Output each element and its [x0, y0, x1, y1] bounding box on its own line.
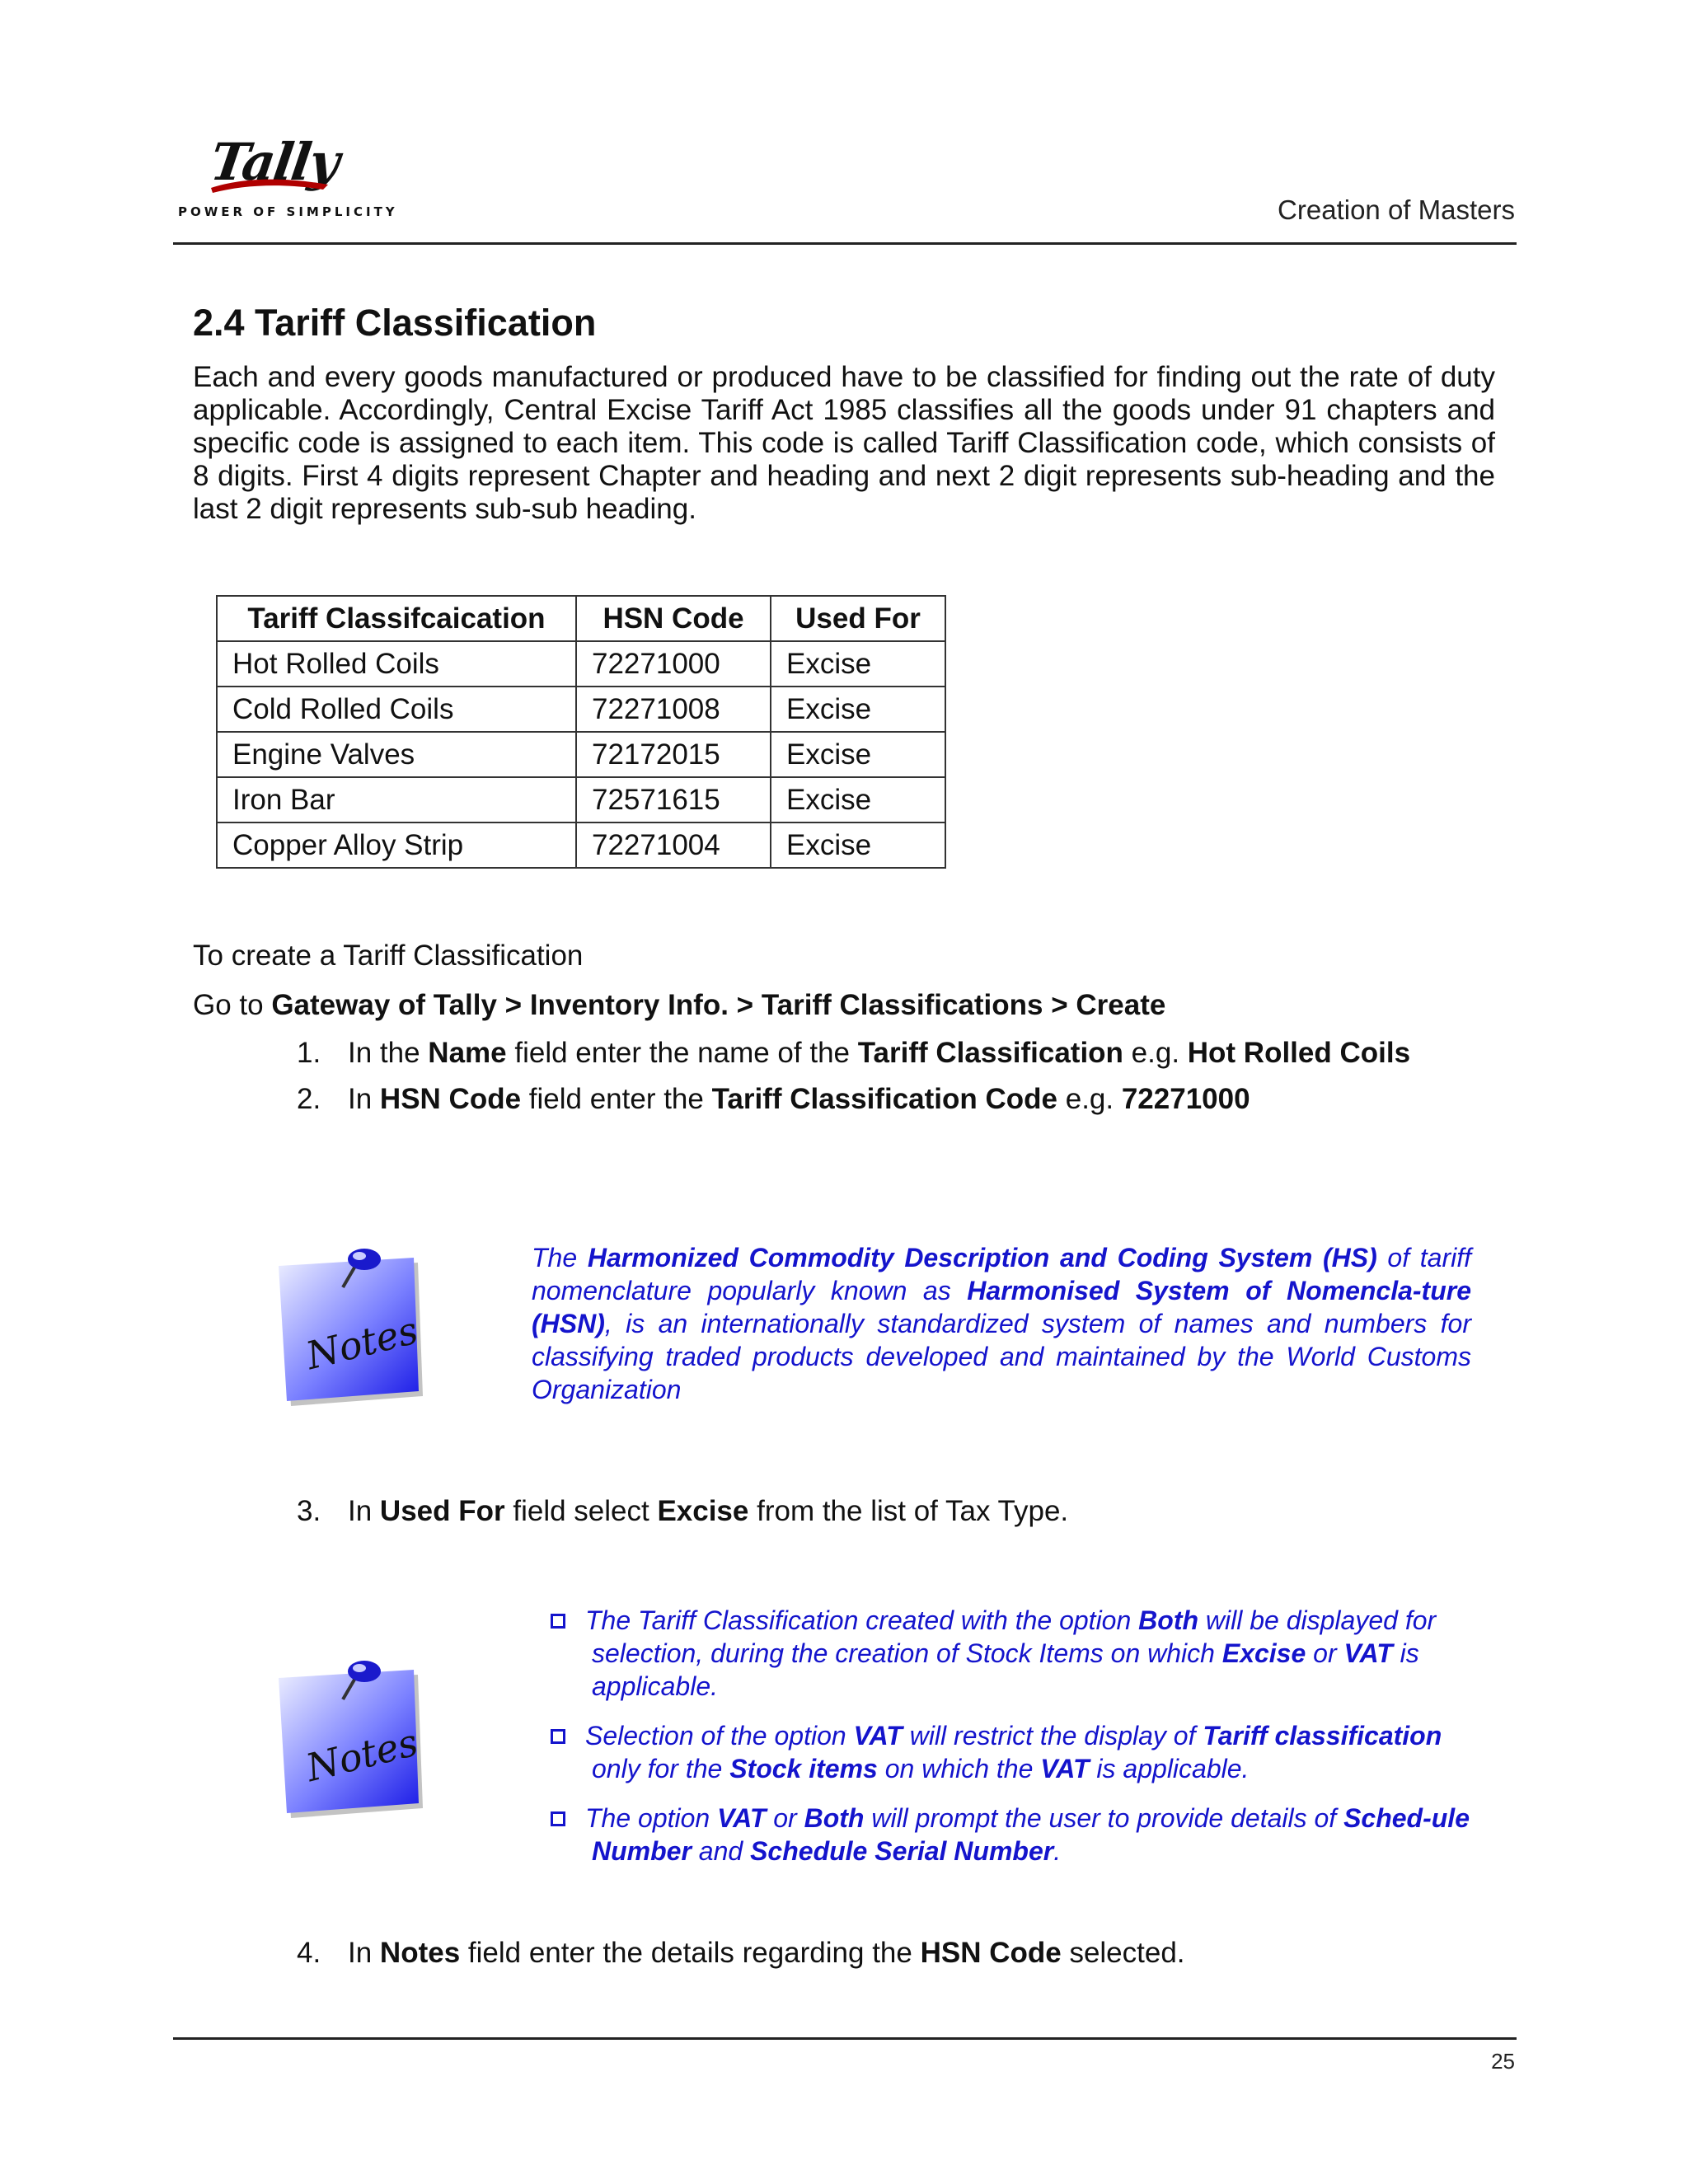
note-emphasis: VAT [853, 1721, 903, 1750]
table-row [217, 777, 945, 823]
notes-icon [272, 1236, 429, 1409]
table-cell: Excise [771, 777, 945, 823]
step-text: In [348, 1083, 380, 1115]
step-text: field enter the details regarding the [460, 1937, 921, 1969]
step-field: HSN Code [379, 1083, 522, 1115]
note-text: or [1306, 1638, 1344, 1668]
list-item [551, 1604, 1472, 1703]
note-text: will restrict the display of [902, 1721, 1203, 1750]
table-row [217, 823, 945, 868]
note-tax-type-list [551, 1604, 1472, 1884]
step-field: Tariff Classification [857, 1037, 1123, 1069]
step-number: 1. [297, 1037, 321, 1069]
logo-swoosh-icon [208, 175, 331, 196]
note-emphasis: Both [804, 1803, 865, 1833]
list-item [551, 1719, 1472, 1785]
note-hsn-definition [532, 1241, 1471, 1406]
table-cell: 72271008 [576, 687, 771, 732]
logo-tagline: POWER OF SIMPLICITY [178, 204, 398, 219]
step-text: selected. [1061, 1937, 1185, 1969]
note-text: will prompt the user to provide details of [864, 1803, 1344, 1833]
note-emphasis: VAT [717, 1803, 767, 1833]
note-emphasis: Sched-ule Number [592, 1803, 1470, 1866]
step-text: field enter the name of the [506, 1037, 858, 1069]
table-cell: 72271000 [576, 641, 771, 687]
step-field: Notes [379, 1937, 461, 1969]
table-row [217, 687, 945, 732]
column-header: Tariff Classifcaication [217, 596, 576, 641]
intro-paragraph: Each and every goods manufactured or produced have to be classified for finding out the rate of duty applicable. Accordingly, Central Excise Tariff Act 1985 classifies all the goods under 91 chapters and specific code is assigned to each item. This code is called Tariff Classification code, which consists of 8 digits. First 4 digits represent Chapter and heading and next 2 digit represents sub-heading and the last 2 digit represents sub-sub heading. [193, 361, 1495, 525]
list-item [551, 1802, 1472, 1868]
header-title: Creation of Masters [1278, 194, 1515, 225]
note-text: and [691, 1836, 751, 1866]
note-text: only for the [592, 1754, 730, 1783]
note-emphasis: Excise [1221, 1638, 1306, 1668]
step-text: In [348, 1495, 380, 1527]
header-divider [173, 242, 1517, 245]
tally-logo [175, 132, 398, 223]
path-prefix: Go to [193, 989, 272, 1021]
note-text: or [766, 1803, 804, 1833]
table-cell: 72172015 [576, 732, 771, 777]
notes-icon-label: Notes [301, 1719, 423, 1791]
note-emphasis: Schedule Serial Number [750, 1836, 1054, 1866]
note-emphasis: Harmonised System of Nomencla-ture (HSN) [532, 1276, 1472, 1338]
step-field: Excise [657, 1495, 749, 1527]
note-text: The Tariff Classification created with the option [585, 1605, 1139, 1635]
footer-divider [173, 2037, 1517, 2040]
step-text: In [348, 1937, 380, 1969]
square-bullet-icon [551, 1729, 565, 1744]
note-text: The option [585, 1803, 718, 1833]
square-bullet-icon [551, 1614, 565, 1629]
table-cell: Cold Rolled Coils [217, 687, 576, 732]
table-cell: Copper Alloy Strip [217, 823, 576, 868]
note-text: The [532, 1243, 588, 1272]
navigation-path [193, 989, 1165, 1022]
table-cell: Iron Bar [217, 777, 576, 823]
note-emphasis: VAT [1040, 1754, 1090, 1783]
note-text: Selection of the option [585, 1721, 854, 1750]
step-number: 3. [297, 1495, 321, 1527]
procedure-intro: To create a Tariff Classification [193, 940, 584, 972]
step-example: 72271000 [1121, 1083, 1250, 1115]
table-cell: Excise [771, 823, 945, 868]
note-emphasis: Tariff classification [1203, 1721, 1442, 1750]
table-cell: 72271004 [576, 823, 771, 868]
step-text: e.g. [1057, 1083, 1122, 1115]
note-text: . [1053, 1836, 1062, 1866]
note-text: , is an internationally standardized system of names and numbers for classifying traded products developed and maintained by the World Customs Organization [532, 1309, 1471, 1404]
note-text: will be displayed for selection, during the creation of Stock Items on which [592, 1605, 1437, 1668]
table-header-row [217, 596, 945, 641]
note-emphasis: VAT [1343, 1638, 1393, 1668]
table-cell: Excise [771, 687, 945, 732]
notes-icon [272, 1648, 429, 1821]
tariff-table [216, 595, 946, 869]
table-cell: 72571615 [576, 777, 771, 823]
step-1 [297, 1037, 1410, 1070]
step-field: HSN Code [920, 1937, 1062, 1969]
path-text: Gateway of Tally > Inventory Info. > Tariff Classifications > Create [271, 989, 1166, 1021]
step-text: In the [348, 1037, 429, 1069]
step-field: Name [428, 1037, 507, 1069]
table-row [217, 641, 945, 687]
note-emphasis: Harmonized Commodity Description and Coding System (HS) [587, 1243, 1377, 1272]
note-emphasis: Both [1138, 1605, 1199, 1635]
note-text: of tariff nomenclature popularly known as [532, 1243, 1472, 1305]
step-number: 2. [297, 1083, 321, 1115]
step-example: Hot Rolled Coils [1187, 1037, 1411, 1069]
table-cell: Excise [771, 732, 945, 777]
step-2 [297, 1083, 1250, 1116]
step-number: 4. [297, 1937, 321, 1969]
note-emphasis: Stock items [729, 1754, 878, 1783]
notes-icon-label: Notes [301, 1307, 423, 1379]
step-text: field enter the [521, 1083, 712, 1115]
step-text: from the list of Tax Type. [748, 1495, 1069, 1527]
table-cell: Engine Valves [217, 732, 576, 777]
table-cell: Hot Rolled Coils [217, 641, 576, 687]
note-text: is applicable. [1089, 1754, 1250, 1783]
table-cell: Excise [771, 641, 945, 687]
note-text: is applicable. [592, 1638, 1419, 1701]
step-field: Tariff Classification Code [711, 1083, 1058, 1115]
step-text: e.g. [1123, 1037, 1188, 1069]
step-field: Used For [379, 1495, 505, 1527]
section-heading: 2.4 Tariff Classification [193, 302, 597, 344]
logo-wordmark: Tally [206, 132, 342, 192]
square-bullet-icon [551, 1811, 565, 1826]
step-4 [297, 1937, 1185, 1970]
step-text: field select [504, 1495, 658, 1527]
page-number: 25 [1491, 2049, 1515, 2074]
column-header: HSN Code [576, 596, 771, 641]
note-text: on which the [877, 1754, 1041, 1783]
column-header: Used For [771, 596, 945, 641]
step-3 [297, 1495, 1068, 1528]
table-row [217, 732, 945, 777]
